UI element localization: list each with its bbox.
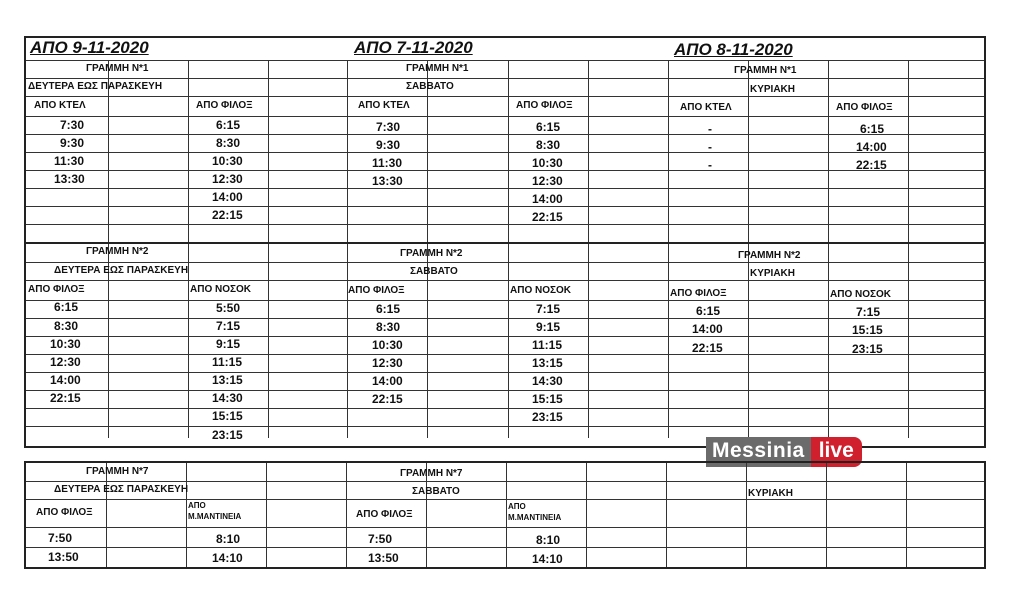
column-label: ΑΠΟ ΚΤΕΛ <box>680 102 732 113</box>
grid-row <box>26 96 984 97</box>
time-cell: 13:50 <box>368 551 399 565</box>
time-cell: 6:15 <box>54 300 79 314</box>
time-cell: 7:30 <box>376 120 401 134</box>
column-label: ΑΠΟ ΦΙΛΟΞ <box>348 285 405 296</box>
time-cell: 6:15 <box>216 118 241 132</box>
grid-row <box>26 499 984 500</box>
time-cell: 8:30 <box>54 319 79 333</box>
time-cell: 14:10 <box>532 552 563 566</box>
column-label: ΑΠΟ ΦΙΛΟΞ <box>36 507 93 518</box>
grid-row <box>26 224 984 225</box>
time-cell: 14:30 <box>532 374 563 388</box>
time-cell: 14:00 <box>856 140 887 154</box>
grid-col <box>506 463 507 567</box>
grid-row <box>26 336 984 337</box>
line-label: ΓΡΑΜΜΗ Ν*2 <box>738 250 801 261</box>
time-cell: 12:30 <box>532 174 563 188</box>
column-label: Μ.ΜΑΝΤΙΝΕΙΑ <box>508 513 562 522</box>
time-cell: 22:15 <box>212 208 243 222</box>
day-label: ΚΥΡΙΑΚΗ <box>748 488 794 499</box>
time-cell: - <box>708 140 712 154</box>
grid-row <box>26 300 984 301</box>
column-label: ΑΠΟ ΚΤΕΛ <box>358 100 410 111</box>
time-cell: 7:15 <box>216 319 241 333</box>
grid-row <box>26 390 984 391</box>
day-label: ΔΕΥΤΕΡΑ ΕΩΣ ΠΑΡΑΣΚΕΥΗ <box>28 81 163 92</box>
grid-row <box>26 426 984 427</box>
line7-sheet <box>24 461 986 569</box>
grid-row <box>26 318 984 319</box>
time-cell: 8:30 <box>216 136 241 150</box>
grid-col <box>826 463 827 567</box>
time-cell: 9:15 <box>536 320 561 334</box>
time-cell: 11:30 <box>372 156 403 170</box>
grid-col <box>666 463 667 567</box>
time-cell: 6:15 <box>376 302 401 316</box>
time-cell: - <box>708 122 712 136</box>
time-cell: 7:50 <box>368 532 393 546</box>
time-cell: 22:15 <box>692 341 723 355</box>
grid-row <box>26 527 984 528</box>
line-label: ΓΡΑΜΜΗ Ν*1 <box>734 65 797 76</box>
grid-col <box>186 463 187 567</box>
column-label: ΑΠΟ ΝΟΣΟΚ <box>510 285 572 296</box>
time-cell: 23:15 <box>212 428 243 442</box>
time-cell: - <box>708 158 712 172</box>
grid-col <box>586 463 587 567</box>
grid-row <box>26 134 984 135</box>
column-label: ΑΠΟ <box>188 501 206 510</box>
time-cell: 14:00 <box>50 373 81 387</box>
time-cell: 10:30 <box>532 156 563 170</box>
grid-col <box>106 463 107 567</box>
time-cell: 8:10 <box>216 532 241 546</box>
line-label: ΓΡΑΜΜΗ Ν*2 <box>86 246 149 257</box>
time-cell: 14:10 <box>212 551 243 565</box>
column-label: ΑΠΟ ΦΙΛΟΞ <box>836 102 893 113</box>
time-cell: 8:30 <box>376 320 401 334</box>
time-cell: 13:15 <box>212 373 243 387</box>
time-cell: 7:15 <box>536 302 561 316</box>
grid-col <box>906 463 907 567</box>
time-cell: 22:15 <box>372 392 403 406</box>
time-cell: 14:00 <box>212 190 243 204</box>
grid-col <box>346 463 347 567</box>
line-label: ΓΡΑΜΜΗ Ν*1 <box>406 63 469 74</box>
time-cell: 14:00 <box>532 192 563 206</box>
time-cell: 22:15 <box>856 158 887 172</box>
time-cell: 10:30 <box>50 337 81 351</box>
grid-row <box>26 547 984 548</box>
time-cell: 15:15 <box>212 409 243 423</box>
date-header: ΑΠΟ 9-11-2020 <box>30 38 149 57</box>
column-label: ΑΠΟ ΝΟΣΟΚ <box>830 289 892 300</box>
time-cell: 7:15 <box>856 305 881 319</box>
time-cell: 11:30 <box>54 154 85 168</box>
day-label: ΚΥΡΙΑΚΗ <box>750 268 796 279</box>
day-label: ΔΕΥΤΕΡΑ ΕΩΣ ΠΑΡΑΣΚΕΥΗ <box>54 265 189 276</box>
time-cell: 6:15 <box>860 122 885 136</box>
column-label: ΑΠΟ ΦΙΛΟΞ <box>28 284 85 295</box>
time-cell: 13:30 <box>372 174 403 188</box>
day-label: ΣΑΒΒΑΤΟ <box>412 486 460 497</box>
time-cell: 6:15 <box>696 304 721 318</box>
time-cell: 10:30 <box>372 338 403 352</box>
time-cell: 14:30 <box>212 391 243 405</box>
column-label: ΑΠΟ ΦΙΛΟΞ <box>516 100 573 111</box>
time-cell: 5:50 <box>216 301 241 315</box>
time-cell: 14:00 <box>372 374 403 388</box>
grid-row <box>26 262 984 263</box>
logo-text-live: live <box>811 437 862 467</box>
time-cell: 23:15 <box>852 342 883 356</box>
day-label: ΣΑΒΒΑΤΟ <box>406 81 454 92</box>
line-label: ΓΡΑΜΜΗ Ν*2 <box>400 248 463 259</box>
time-cell: 9:30 <box>60 136 85 150</box>
column-label: ΑΠΟ ΦΙΛΟΞ <box>356 509 413 520</box>
time-cell: 23:15 <box>532 410 563 424</box>
day-label: ΔΕΥΤΕΡΑ ΕΩΣ ΠΑΡΑΣΚΕΥΗ <box>54 484 189 495</box>
logo-text-messinia: Messinia <box>706 437 811 467</box>
timetable-sheet <box>24 36 986 448</box>
grid-row <box>26 188 984 189</box>
column-label: ΑΠΟ ΦΙΛΟΞ <box>196 100 253 111</box>
time-cell: 15:15 <box>852 323 883 337</box>
grid-row <box>26 280 984 281</box>
time-cell: 15:15 <box>532 392 563 406</box>
time-cell: 11:15 <box>212 355 243 369</box>
column-label: ΑΠΟ <box>508 502 526 511</box>
time-cell: 8:30 <box>536 138 561 152</box>
column-label: ΑΠΟ ΦΙΛΟΞ <box>670 288 727 299</box>
grid-col <box>266 463 267 567</box>
day-label: ΚΥΡΙΑΚΗ <box>750 84 796 95</box>
grid-row <box>26 206 984 207</box>
grid-row <box>26 152 984 153</box>
line-label: ΓΡΑΜΜΗ Ν*7 <box>400 468 463 479</box>
grid-row <box>26 372 984 373</box>
grid-col <box>746 463 747 567</box>
section-divider <box>26 242 984 244</box>
time-cell: 9:30 <box>376 138 401 152</box>
time-cell: 13:30 <box>54 172 85 186</box>
time-cell: 12:30 <box>212 172 243 186</box>
date-header: ΑΠΟ 7-11-2020 <box>354 38 473 57</box>
time-cell: 14:00 <box>692 322 723 336</box>
time-cell: 10:30 <box>212 154 243 168</box>
grid-row <box>26 408 984 409</box>
time-cell: 22:15 <box>532 210 563 224</box>
time-cell: 6:15 <box>536 120 561 134</box>
time-cell: 8:10 <box>536 533 561 547</box>
grid-row <box>26 354 984 355</box>
grid-row <box>26 481 984 482</box>
column-label: ΑΠΟ ΝΟΣΟΚ <box>190 284 252 295</box>
grid-row <box>26 60 984 61</box>
time-cell: 7:30 <box>60 118 85 132</box>
line-label: ΓΡΑΜΜΗ Ν*7 <box>86 466 149 477</box>
time-cell: 11:15 <box>532 338 563 352</box>
day-label: ΣΑΒΒΑΤΟ <box>410 266 458 277</box>
column-label: Μ.ΜΑΝΤΙΝΕΙΑ <box>188 512 242 521</box>
grid-row <box>26 78 984 79</box>
grid-row <box>26 116 984 117</box>
date-header: ΑΠΟ 8-11-2020 <box>674 40 793 59</box>
time-cell: 13:50 <box>48 550 79 564</box>
time-cell: 7:50 <box>48 531 73 545</box>
time-cell: 9:15 <box>216 337 241 351</box>
time-cell: 12:30 <box>372 356 403 370</box>
column-label: ΑΠΟ ΚΤΕΛ <box>34 100 86 111</box>
time-cell: 12:30 <box>50 355 81 369</box>
grid-row <box>26 170 984 171</box>
time-cell: 22:15 <box>50 391 81 405</box>
time-cell: 13:15 <box>532 356 563 370</box>
line-label: ΓΡΑΜΜΗ Ν*1 <box>86 63 149 74</box>
